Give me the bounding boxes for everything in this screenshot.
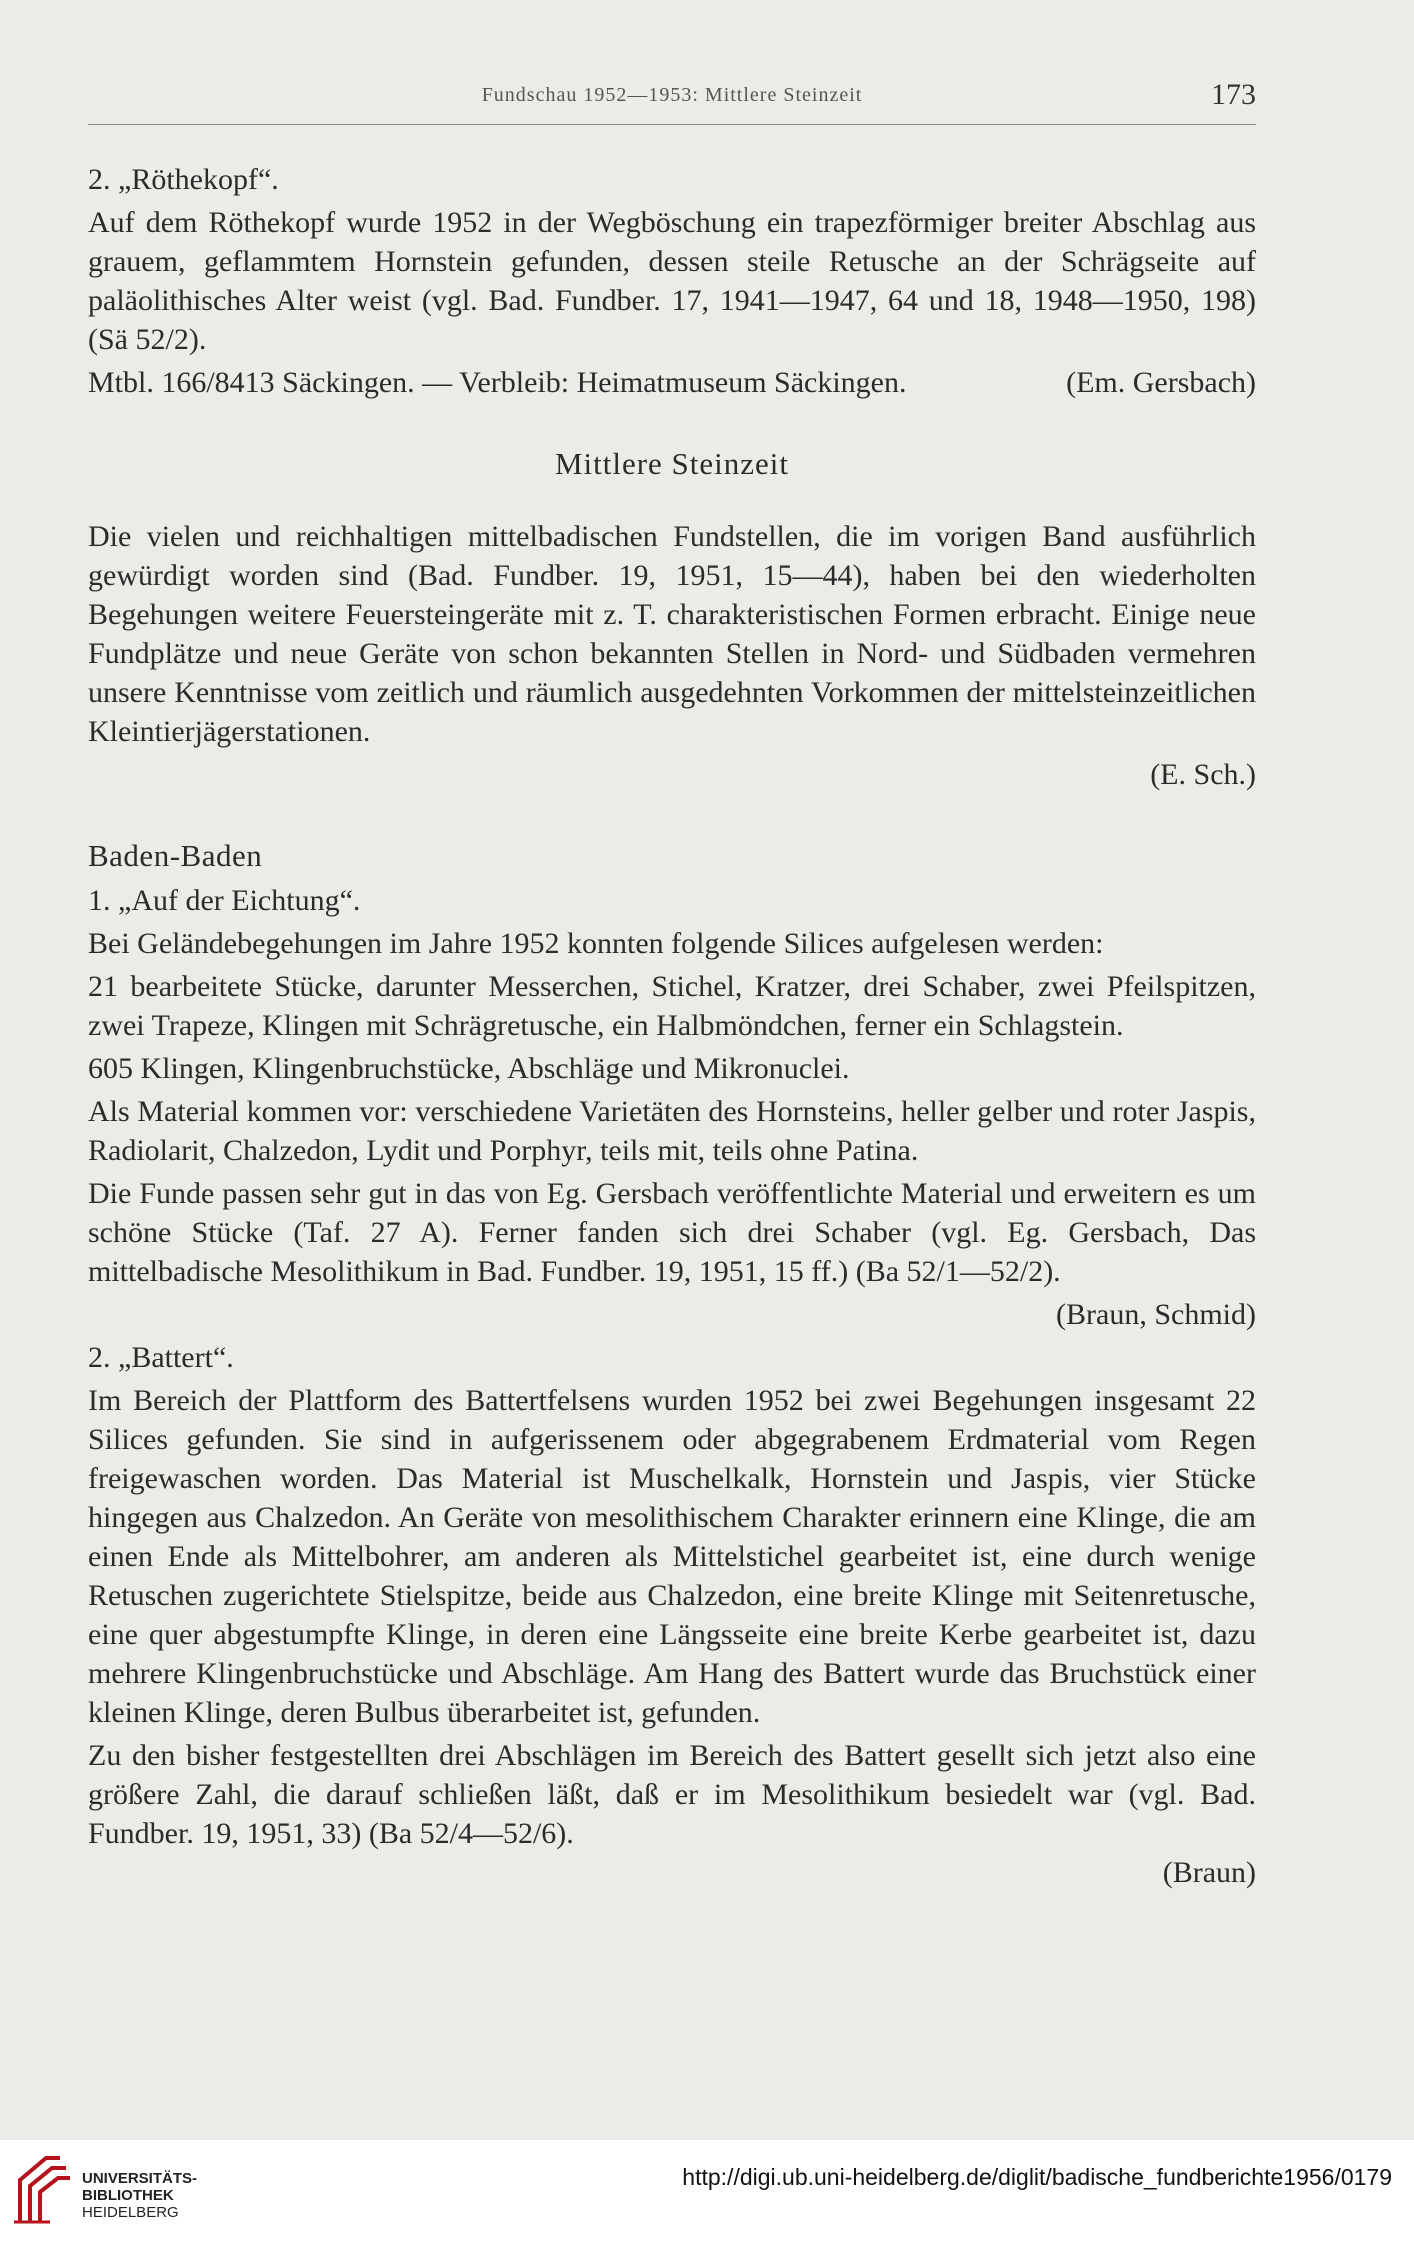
- entry-paragraph: 21 bearbeitete Stücke, darunter Messerchen, Stichel, Kratzer, drei Schaber, zwei Pfeilspitzen, zwei Trapeze, Klingen mit Schrägretusche, ein Halbmöndchen, ferner ein Schlagstein.: [88, 970, 1256, 1042]
- entry-paragraph: Zu den bisher festgestellten drei Abschlägen im Bereich des Battert gesellt sich jetzt also eine größere Zahl, die darauf schließen läßt, daß er im Mesolithikum besiedelt war (vgl. Bad. Fundber. 19, 1951, 33) (Ba 52/4—52/6).: [88, 1739, 1256, 1850]
- library-name-line: HEIDELBERG: [82, 2204, 179, 2221]
- section-intro-author: (E. Sch.): [1150, 758, 1256, 791]
- library-logo-icon: [10, 2150, 74, 2230]
- entry-body: Auf dem Röthekopf wurde 1952 in der Wegböschung ein trapezförmiger breiter Abschlag aus grauem, geflammtem Hornstein gefunden, dessen steile Retusche an der Schrägseite auf paläolithisches Alter weist (vgl. Bad. Fundber. 17, 1941—1947, 64 und 18, 1948—1950, 198) (Sä 52/2).: [88, 206, 1256, 356]
- entry-author: (Braun, Schmid): [1056, 1298, 1256, 1331]
- entry-paragraph: Die Funde passen sehr gut in das von Eg. Gersbach veröffentlichte Material und erweitern es um schöne Stücke (Taf. 27 A). Ferner fanden sich drei Schaber (vgl. Eg. Gersbach, Das mittelbadische Mesolithikum in Bad. Fundber. 19, 1951, 15 ff.) (Ba 52/1—52/2).: [88, 1177, 1256, 1288]
- library-name-line: BIBLIOTHEK: [82, 2187, 174, 2204]
- entry-paragraph: 605 Klingen, Klingenbruchstücke, Abschläge und Mikronuclei.: [88, 1052, 850, 1085]
- section-heading: Mittlere Steinzeit: [554, 446, 790, 481]
- entry-eichtung: [88, 881, 1256, 1334]
- entry-closing-line: [88, 1736, 1256, 1853]
- entry-author: (Braun): [1162, 1856, 1256, 1889]
- entry-paragraph: Als Material kommen vor: verschiedene Varietäten des Hornsteins, heller gelber und roter Jaspis, Radiolarit, Chalzedon, Lydit und Porphyr, teils mit, teils ohne Patina.: [88, 1095, 1256, 1167]
- header-rule: [88, 124, 1256, 125]
- entry-title: 2. „Battert“.: [88, 1341, 234, 1374]
- library-name: [82, 2170, 197, 2221]
- page-header: [88, 76, 1256, 126]
- section-intro: [88, 517, 1256, 794]
- entry-roethekopf: [88, 160, 1256, 402]
- page-content: [88, 160, 1256, 1896]
- entry-paragraph: Im Bereich der Plattform des Battertfelsens wurden 1952 bei zwei Begehungen insgesamt 22 Silices gefunden. Sie sind in aufgerissenem oder abgegrabenem Erdmaterial vom Regen freigewaschen worden. Das Material ist Muschelkalk, Hornstein und Jaspis, vier Stücke hingegen aus Chalzedon. An Geräte von mesolithischem Charakter erinnern eine Klinge, die am einen Ende als Mittelbohrer, am anderen als Mittelstichel gearbeitet ist, eine durch wenige Retuschen zugerichtete Stielspitze, beide aus Chalzedon, eine breite Klinge mit Seitenretusche, eine quer abgestumpfte Klinge, in deren eine Längsseite eine breite Kerbe gearbeitet ist, dazu mehrere Klingenbruchstücke und Abschläge. Am Hang des Battert wurde das Bruchstück einer kleinen Klinge, deren Bulbus überarbeitet ist, gefunden.: [88, 1384, 1256, 1729]
- place-heading: Baden-Baden: [88, 838, 263, 873]
- running-head: Fundschau 1952—1953: Mittlere Steinzeit: [481, 84, 863, 106]
- map-sheet-line: [88, 363, 1256, 402]
- entry-title: 2. „Röthekopf“.: [88, 163, 279, 196]
- library-name-line: UNIVERSITÄTS-: [82, 2170, 198, 2187]
- entry-battert: [88, 1338, 1256, 1892]
- section-intro-text: Die vielen und reichhaltigen mittelbadischen Fundstellen, die im vorigen Band ausführlich gewürdigt worden sind (Bad. Fundber. 19, 1951, 15—44), haben bei den wiederholten Begehungen weitere Feuersteingeräte mit z. T. charakteristischen Formen erbracht. Einige neue Fundplätze und neue Geräte von schon bekannten Stellen in Nord- und Südbaden vermehren unsere Kenntnisse vom zeitlich und räumlich ausgedehnten Vorkommen der mittelsteinzeitlichen Kleintierjägerstationen.: [88, 520, 1256, 748]
- entry-title: 1. „Auf der Eichtung“.: [88, 884, 361, 917]
- source-url[interactable]: http://digi.ub.uni-heidelberg.de/diglit/badische_fundberichte1956/0179: [682, 2164, 1392, 2190]
- digitization-footer: [0, 2140, 1414, 2242]
- map-sheet-reference: Mtbl. 166/8413 Säckingen. — Verbleib: Heimatmuseum Säckingen.: [88, 366, 907, 399]
- entry-paragraph: Bei Geländebegehungen im Jahre 1952 konnten folgende Silices aufgelesen werden:: [88, 927, 1104, 960]
- page-number: 173: [1211, 78, 1256, 111]
- library-logo: [10, 2150, 74, 2230]
- entry-author: (Em. Gersbach): [1066, 366, 1256, 399]
